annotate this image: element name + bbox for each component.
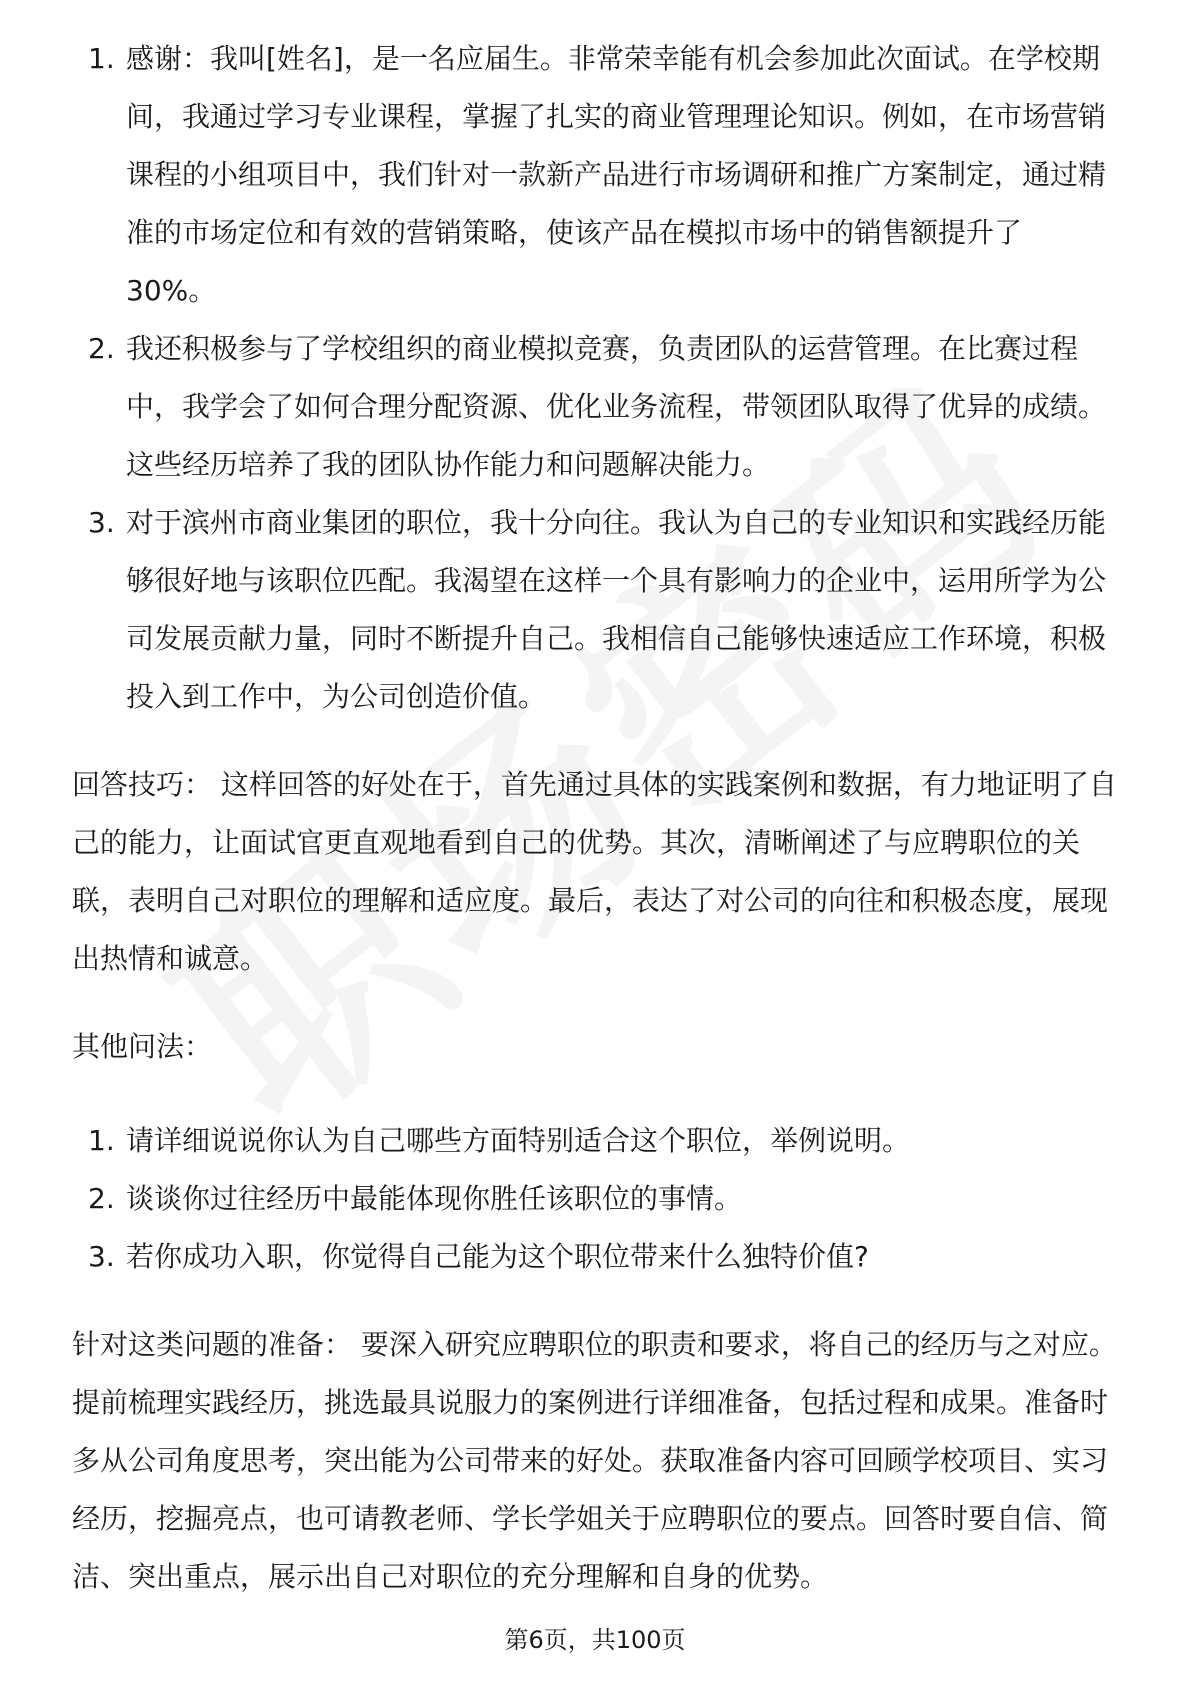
list-number: 2. — [88, 332, 115, 365]
list-item — [72, 320, 1118, 494]
list-number: 1. — [88, 42, 115, 75]
list-number: 3. — [88, 1240, 115, 1273]
list-number: 3. — [88, 506, 115, 539]
answer-list — [72, 30, 1118, 726]
list-item — [72, 1228, 1118, 1286]
prep-label: 针对这类问题的准备： — [72, 1328, 353, 1361]
prep-text: 要深入研究应聘职位的职责和要求，将自己的经历与之对应。提前梳理实践经历，挑选最具说服力的案例进行详细准备，包括过程和成果。准备时多从公司角度思考，突出能为公司带来的好处。获取准备内容可回顾学校项目、实习经历，挖掘亮点，也可请教老师、学长学姐关于应聘职位的要点。回答时要自信、简洁、突出重点，展示出自己对职位的充分理解和自身的优势。 — [72, 1328, 1117, 1593]
list-number: 2. — [88, 1182, 115, 1215]
page-content — [72, 30, 1118, 1606]
list-item-text: 感谢：我叫[姓名]，是一名应届生。非常荣幸能有机会参加此次面试。在学校期间，我通过学习专业课程，掌握了扎实的商业管理理论知识。例如，在市场营销课程的小组项目中，我们针对一款新产品进行市场调研和推广方案制定，通过精准的市场定位和有效的营销策略，使该产品在模拟市场中的销售额提升了 30%。 — [126, 42, 1107, 307]
list-number: 1. — [88, 1124, 115, 1157]
answer-tips-paragraph — [72, 756, 1118, 988]
page-number: 第6页，共100页 — [504, 1626, 686, 1654]
tips-text: 这样回答的好处在于，首先通过具体的实践案例和数据，有力地证明了自己的能力，让面试官更直观地看到自己的优势。其次，清晰阐述了与应聘职位的关联，表明自己对职位的理解和适应度。最后，表达了对公司的向往和积极态度，展现出热情和诚意。 — [72, 768, 1117, 975]
list-item-text: 若你成功入职，你觉得自己能为这个职位带来什么独特价值? — [126, 1240, 869, 1273]
list-item — [72, 30, 1118, 320]
list-item — [72, 1112, 1118, 1170]
list-item-text: 请详细说说你认为自己哪些方面特别适合这个职位，举例说明。 — [126, 1124, 911, 1157]
list-item-text: 对于滨州市商业集团的职位，我十分向往。我认为自己的专业知识和实践经历能够很好地与该职位匹配。我渴望在这样一个具有影响力的企业中，运用所学为公司发展贡献力量，同时不断提升自己。我相信自己能够快速适应工作环境，积极投入到工作中，为公司创造价值。 — [126, 506, 1107, 713]
tips-label: 回答技巧： — [72, 768, 213, 801]
list-item-text: 谈谈你过往经历中最能体现你胜任该职位的事情。 — [126, 1182, 743, 1215]
list-item-text: 我还积极参与了学校组织的商业模拟竞赛，负责团队的运营管理。在比赛过程中，我学会了如何合理分配资源、优化业务流程，带领团队取得了优异的成绩。这些经历培养了我的团队协作能力和问题解决能力。 — [126, 332, 1107, 481]
list-item — [72, 494, 1118, 726]
list-item — [72, 1170, 1118, 1228]
other-questions-list — [72, 1112, 1118, 1286]
preparation-paragraph — [72, 1316, 1118, 1606]
other-questions-heading: 其他问法： — [72, 1030, 213, 1063]
